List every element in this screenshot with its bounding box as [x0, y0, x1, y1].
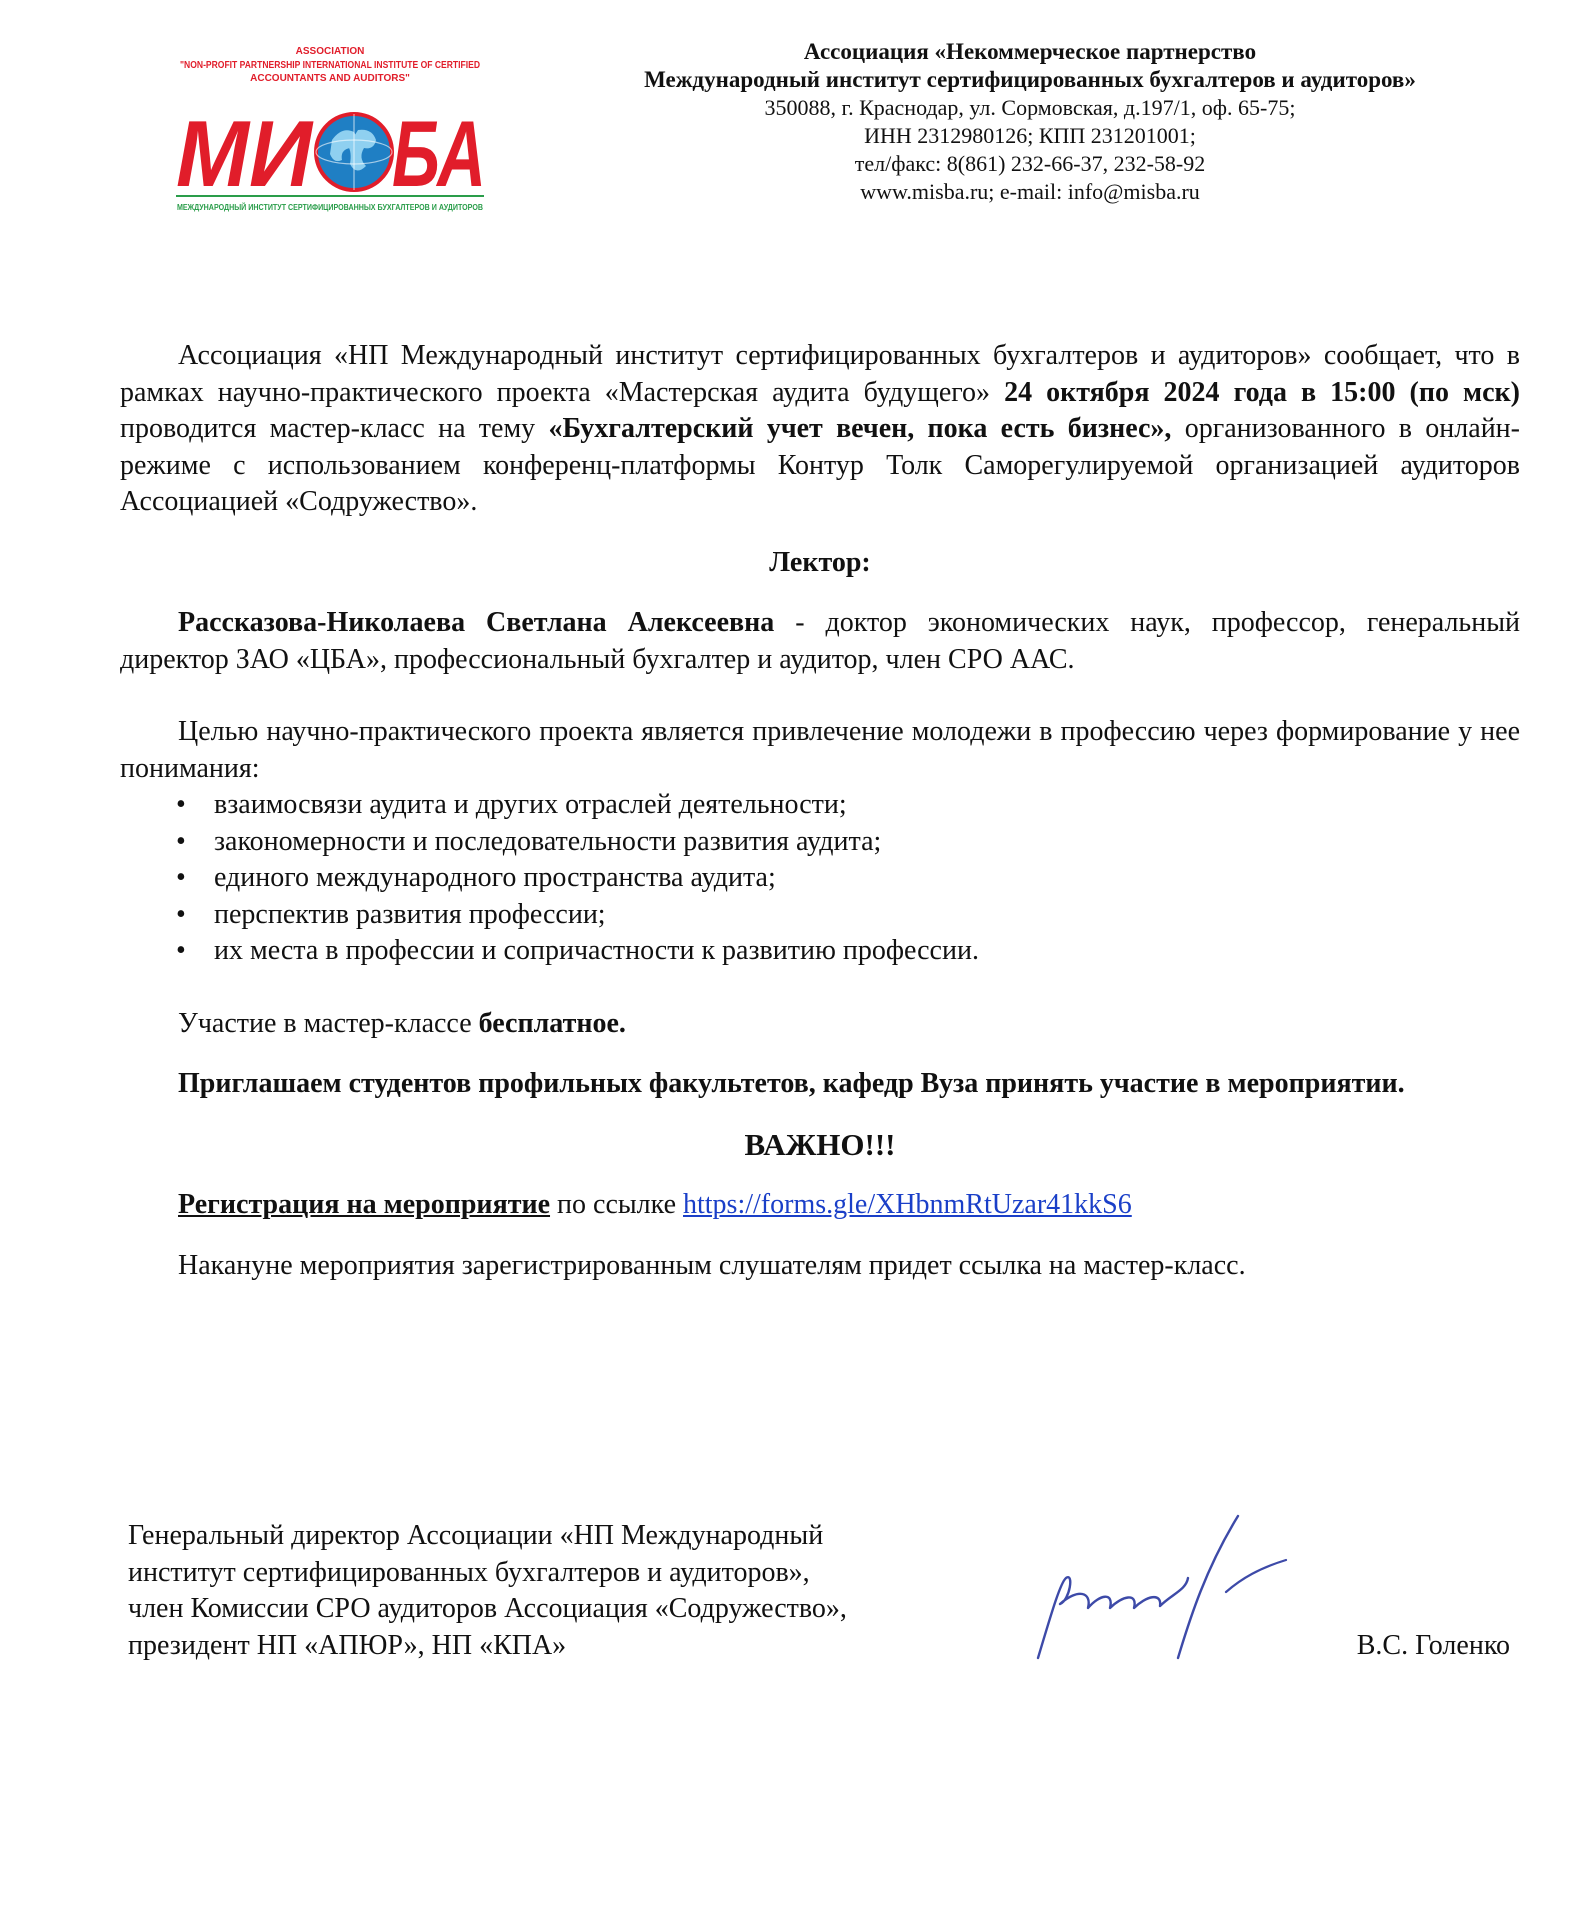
misba-logo — [172, 44, 488, 220]
logo-top-line-1: ASSOCIATION — [295, 46, 365, 57]
list-item — [120, 897, 1520, 934]
org-web: www.misba.ru; e-mail: info@misba.ru — [860, 179, 1200, 204]
signatory-line-2: институт сертифицированных бухгалтеров и аудиторов», — [128, 1556, 810, 1588]
list-item-text: единого международного пространства аудита; — [214, 862, 776, 893]
logo-top-line-2: "NON-PROFIT PARTNERSHIP INTERNATIONAL INSTITUTE OF CERTIFIED — [180, 60, 480, 71]
participation-paragraph — [120, 1006, 1520, 1043]
org-name-line-2: Международный институт сертифицированных бухгалтеров и аудиторов» — [644, 67, 1416, 92]
org-name-line-1: Ассоциация «Некоммерческое партнерство — [803, 39, 1257, 64]
globe-icon — [316, 114, 392, 190]
intro-text-1: Ассоциация «НП Международный институт сертифицированных бухгалтеров и аудиторов» сообщает, что в рамках научно-практического проекта «Мастерская аудита будущего» — [120, 340, 1520, 408]
list-item — [120, 933, 1520, 970]
logo-brand-right: БА — [392, 101, 486, 206]
bullet: • — [176, 789, 186, 820]
event-date: 24 октября 2024 года в 15:00 (по мск) — [1004, 376, 1520, 408]
lecturer-paragraph — [120, 605, 1520, 678]
letter-body — [120, 338, 1520, 1284]
signatory-line-4: президент НП «АПЮР», НП «КПА» — [128, 1629, 567, 1661]
org-address: 350088, г. Краснодар, ул. Сормовская, д.197/1, оф. 65-75; — [764, 95, 1296, 120]
intro-paragraph — [120, 338, 1520, 521]
list-item — [120, 860, 1520, 897]
signatory-line-1: Генеральный директор Ассоциации «НП Международный — [128, 1520, 824, 1551]
list-item-text: перспектив развития профессии; — [214, 898, 606, 930]
org-inn: ИНН 2312980126; КПП 231201001; — [864, 123, 1196, 148]
logo-bottom-line: МЕЖДУНАРОДНЫЙ ИНСТИТУТ СЕРТИФИЦИРОВАННЫХ БУХГАЛТЕРОВ И АУДИТОРОВ — [177, 203, 484, 212]
participation-text: Участие в мастер-классе — [178, 1007, 479, 1039]
bullet: • — [176, 862, 186, 893]
registration-paragraph — [120, 1187, 1520, 1224]
registration-link[interactable]: https://forms.gle/XHbnmRtUzar41kkS6 — [683, 1189, 1132, 1220]
goal-list — [120, 787, 1520, 970]
note-paragraph: Накануне мероприятия зарегистрированным слушателям придет ссылка на мастер-класс. — [178, 1249, 1246, 1281]
org-phone: тел/факс: 8(861) 232-66-37, 232-58-92 — [854, 151, 1206, 176]
lecturer-description: - доктор экономических наук, профессор, генеральный директор ЗАО «ЦБА», профессиональный бухгалтер и аудитор, член СРО ААС. — [120, 607, 1520, 675]
letterhead — [520, 38, 1540, 206]
participation-free: бесплатное. — [478, 1007, 626, 1039]
bullet: • — [176, 898, 186, 930]
registration-middle: по ссылке — [550, 1189, 683, 1220]
list-item-text: закономерности и последовательности развития аудита; — [214, 825, 882, 857]
goal-paragraph: Целью научно-практического проекта является привлечение молодежи в профессию через формирование у нее понимания: — [120, 716, 1520, 784]
list-item — [120, 787, 1520, 824]
logo-top-line-3: ACCOUNTANTS AND AUDITORS" — [250, 73, 410, 84]
list-item-text: их места в профессии и сопричастности к развитию профессии. — [214, 935, 979, 966]
signatory-name: В.С. Голенко — [1356, 1630, 1510, 1661]
list-item — [120, 824, 1520, 861]
handwritten-signature — [1030, 1508, 1300, 1668]
invitation-paragraph: Приглашаем студентов профильных факультетов, кафедр Вуза принять участие в мероприятии. — [178, 1068, 1405, 1099]
logo-brand-left: МИ — [176, 101, 315, 206]
lecturer-name: Рассказова-Николаева Светлана Алексеевна — [178, 607, 775, 638]
lecturer-heading: Лектор: — [769, 546, 871, 578]
bullet: • — [176, 935, 186, 966]
intro-text-2: проводится мастер-класс на тему — [120, 413, 549, 444]
signatory-line-3: член Комиссии СРО аудиторов Ассоциация «Содружество», — [128, 1593, 847, 1624]
signatory-title — [128, 1518, 948, 1664]
list-item-text: взаимосвязи аудита и других отраслей деятельности; — [214, 789, 847, 820]
registration-label: Регистрация на мероприятие — [178, 1189, 551, 1220]
bullet: • — [176, 825, 186, 857]
event-topic: «Бухгалтерский учет вечен, пока есть бизнес», — [548, 413, 1172, 444]
intro-text-3: организованного в онлайн-режиме с использованием конференц-платформы Контур Толк Саморегулируемой организацией аудиторов Ассоциацией «Содружество». — [120, 413, 1520, 517]
important-heading: ВАЖНО!!! — [744, 1126, 896, 1162]
